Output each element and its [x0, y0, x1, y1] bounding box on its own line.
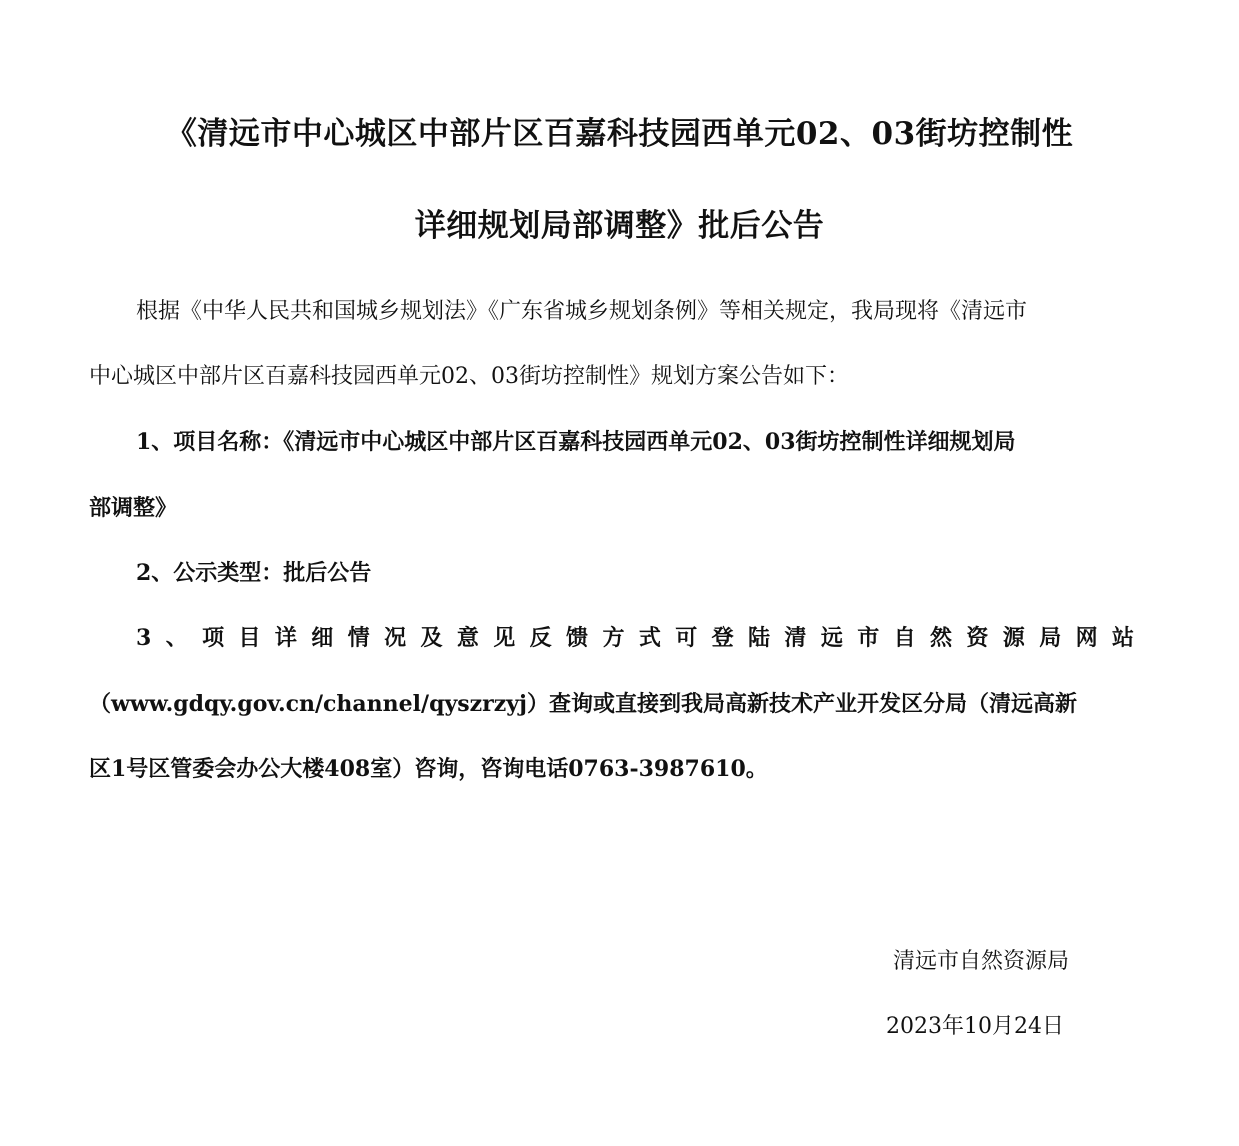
document-title-line-1: 《清远市中心城区中部片区百嘉科技园西单元02、03街坊控制性 [165, 116, 1074, 152]
intro-paragraph-line-1: 根据《中华人民共和国城乡规划法》《广东省城乡规划条例》等相关规定，我局现将《清远市 [136, 299, 1028, 324]
item-3-line-1: 3、项目详细情况及意见反馈方式可登陆清远市自然资源局网站 [136, 625, 1140, 651]
document-title-line-2: 详细规划局部调整》批后公告 [414, 208, 825, 244]
item-3-line-3: 区1号区管委会办公大楼408室）咨询，咨询电话0763-3987610。 [89, 756, 768, 782]
item-1-line-2: 部调整》 [89, 495, 178, 521]
signature-organization: 清远市自然资源局 [893, 949, 1070, 974]
signature-date: 2023年10月24日 [886, 1014, 1064, 1039]
item-1-line-1: 1、项目名称：《清远市中心城区中部片区百嘉科技园西单元02、03街坊控制性详细规划局 [136, 429, 1016, 455]
intro-paragraph-line-2: 中心城区中部片区百嘉科技园西单元02、03街坊控制性》规划方案公告如下： [89, 364, 849, 389]
item-2: 2、公示类型：批后公告 [136, 560, 372, 586]
item-3-line-2: （www.gdqy.gov.cn/channel/qyszrzyj）查询或直接到我局高新技术产业开发区分局（清远高新 [89, 691, 1077, 717]
